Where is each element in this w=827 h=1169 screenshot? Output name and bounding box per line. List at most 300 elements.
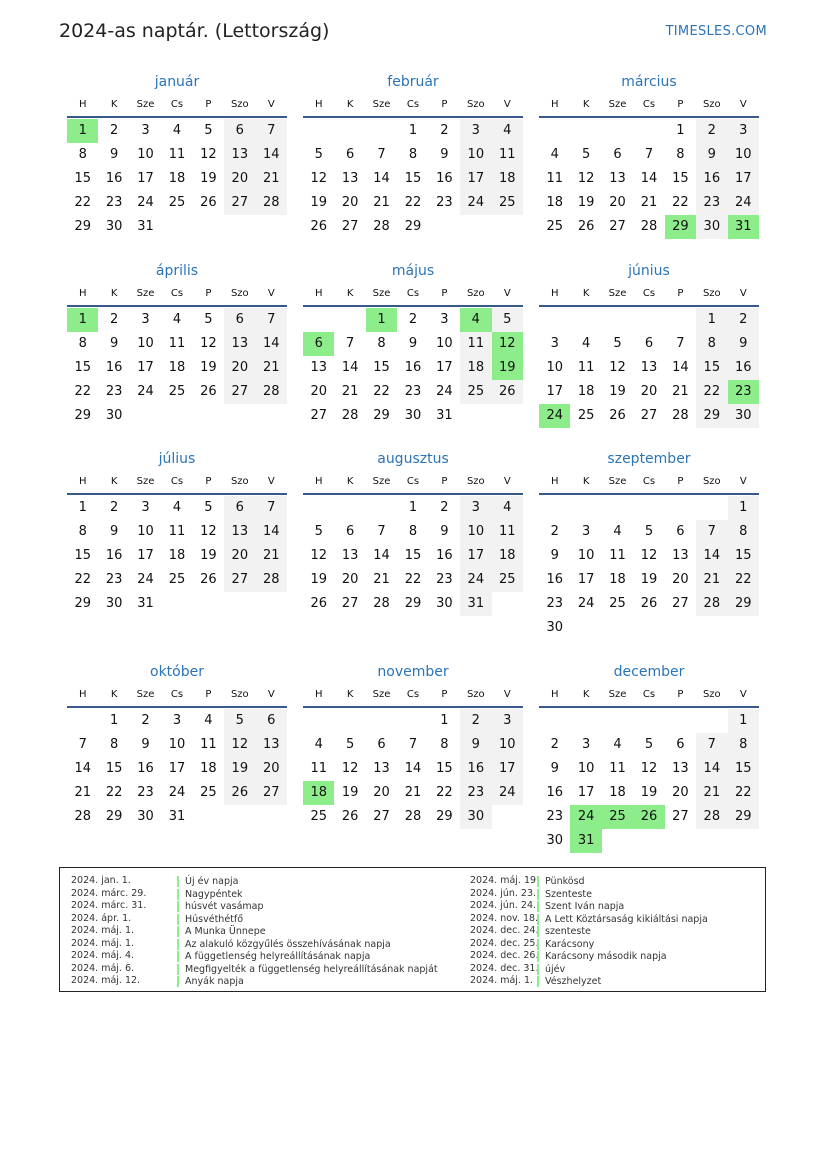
day-cell: 28	[696, 805, 727, 829]
day-cell: 11	[460, 332, 491, 356]
weekday-label: Sze	[608, 99, 627, 110]
day-cell: 24	[168, 785, 186, 800]
day-cell: 10	[546, 360, 563, 375]
legend-holiday-name: Szenteste	[537, 889, 592, 900]
day-cell: 20	[341, 195, 359, 210]
day-cell: 2	[109, 500, 119, 515]
day-cell: 15	[404, 548, 422, 563]
day-grid	[303, 119, 523, 239]
day-cell: 2	[696, 119, 727, 143]
day-cell: 31	[168, 809, 186, 824]
day-cell: 23	[436, 195, 453, 210]
day-cell: 29	[74, 596, 91, 611]
legend-item	[470, 900, 760, 913]
day-grid	[303, 496, 523, 616]
day-cell: 31	[436, 408, 453, 423]
weekday-header	[539, 686, 759, 708]
holiday-day-cell: 31	[728, 215, 759, 239]
day-cell: 29	[436, 809, 453, 824]
legend-item	[470, 975, 760, 988]
legend-item	[470, 875, 760, 888]
day-cell: 18	[168, 360, 186, 375]
weekday-label: V	[503, 689, 511, 700]
day-cell: 18	[609, 785, 626, 800]
day-cell: 6	[613, 147, 622, 162]
weekday-label: H	[550, 288, 559, 299]
legend-item	[71, 950, 461, 963]
day-cell: 6	[224, 119, 255, 143]
day-cell: 21	[256, 544, 287, 568]
day-cell: 8	[78, 147, 87, 162]
holiday-day-cell: 1	[366, 308, 397, 332]
day-cell: 14	[256, 332, 287, 356]
weekday-label: V	[739, 288, 747, 299]
day-cell: 2	[141, 713, 150, 728]
legend-holiday-name: húsvét vasámap	[177, 901, 264, 912]
empty-cell	[602, 496, 633, 520]
day-cell: 21	[640, 195, 658, 210]
day-cell: 31	[460, 592, 491, 616]
day-cell: 1	[408, 123, 418, 138]
day-cell: 3	[728, 119, 759, 143]
day-cell: 14	[74, 761, 91, 776]
empty-cell	[602, 709, 633, 733]
empty-cell	[303, 709, 334, 733]
weekday-header	[539, 473, 759, 495]
day-cell: 8	[109, 737, 119, 752]
weekday-label: Cs	[406, 288, 420, 299]
empty-cell	[665, 308, 696, 332]
weekday-label: P	[441, 288, 448, 299]
legend-item	[71, 900, 461, 913]
day-cell: 30	[404, 408, 422, 423]
day-cell: 6	[224, 496, 255, 520]
weekday-header	[67, 96, 287, 118]
legend-holiday-name: Húsvéthétfő	[177, 914, 243, 925]
legend-date: 2024. dec. 31.	[470, 962, 539, 974]
day-cell: 22	[74, 384, 91, 399]
day-cell: 7	[377, 147, 386, 162]
weekday-label: K	[110, 689, 118, 700]
weekday-label: V	[267, 99, 275, 110]
holiday-day-cell: 1	[67, 308, 98, 332]
day-cell: 14	[256, 143, 287, 167]
day-cell: 21	[341, 384, 359, 399]
day-cell: 1	[696, 308, 727, 332]
empty-cell	[633, 119, 664, 143]
day-cell: 16	[696, 167, 727, 191]
day-cell: 7	[696, 520, 727, 544]
day-cell: 7	[696, 733, 727, 757]
day-cell: 8	[377, 336, 386, 351]
day-cell: 19	[577, 195, 595, 210]
day-cell: 9	[408, 336, 418, 351]
day-cell: 21	[373, 572, 390, 587]
day-cell: 6	[224, 308, 255, 332]
day-cell: 1	[78, 500, 87, 515]
weekday-label: Szo	[702, 476, 721, 487]
holiday-legend	[59, 867, 766, 992]
weekday-label: Szo	[230, 476, 249, 487]
day-cell: 24	[436, 384, 453, 399]
day-cell: 12	[341, 761, 359, 776]
day-cell: 28	[404, 809, 422, 824]
day-cell: 10	[460, 520, 491, 544]
month-március	[539, 72, 759, 239]
day-cell: 30	[546, 620, 563, 635]
day-cell: 24	[460, 568, 491, 592]
weekday-label: P	[441, 476, 448, 487]
weekday-header	[303, 285, 523, 307]
empty-cell	[539, 709, 570, 733]
day-cell: 14	[404, 761, 422, 776]
weekday-label: Szo	[466, 476, 485, 487]
day-cell: 10	[728, 143, 759, 167]
day-cell: 14	[373, 171, 390, 186]
day-cell: 9	[440, 524, 449, 539]
day-cell: 19	[224, 757, 255, 781]
day-cell: 11	[168, 336, 186, 351]
legend-date: 2024. máj. 1.	[71, 925, 135, 936]
day-cell: 15	[74, 171, 91, 186]
empty-cell	[696, 709, 727, 733]
day-cell: 1	[408, 500, 418, 515]
day-cell: 15	[105, 761, 123, 776]
day-cell: 9	[109, 147, 119, 162]
empty-cell	[334, 709, 365, 733]
day-cell: 19	[609, 384, 626, 399]
day-cell: 6	[345, 147, 355, 162]
day-grid	[539, 119, 759, 239]
weekday-header	[67, 473, 287, 495]
legend-item	[71, 888, 461, 901]
day-cell: 18	[200, 761, 217, 776]
day-cell: 22	[404, 572, 422, 587]
weekday-label: K	[582, 476, 590, 487]
weekday-label: P	[205, 288, 212, 299]
day-cell: 2	[440, 500, 449, 515]
day-cell: 7	[78, 737, 87, 752]
month-title: március	[621, 74, 677, 90]
day-cell: 8	[440, 737, 449, 752]
weekday-label: V	[503, 476, 511, 487]
weekday-label: K	[346, 689, 354, 700]
day-cell: 2	[109, 312, 119, 327]
month-április	[67, 261, 287, 428]
day-cell: 15	[74, 548, 91, 563]
day-cell: 25	[577, 408, 595, 423]
day-cell: 23	[105, 384, 123, 399]
empty-cell	[570, 709, 601, 733]
day-cell: 27	[672, 809, 689, 824]
day-cell: 3	[141, 312, 150, 327]
legend-holiday-name: A Lett Köztársaság kikiáltási napja	[537, 914, 708, 925]
legend-holiday-name: Nagypéntek	[177, 889, 243, 900]
weekday-label: P	[677, 689, 684, 700]
day-cell: 24	[137, 384, 154, 399]
day-cell: 9	[550, 548, 559, 563]
weekday-label: Cs	[406, 476, 420, 487]
weekday-label: K	[582, 288, 590, 299]
legend-holiday-name: Pünkösd	[537, 876, 585, 887]
day-cell: 22	[436, 785, 453, 800]
day-cell: 7	[644, 147, 654, 162]
month-november	[303, 662, 523, 829]
day-cell: 28	[341, 408, 359, 423]
empty-cell	[570, 496, 601, 520]
day-cell: 20	[224, 544, 255, 568]
day-cell: 28	[373, 596, 390, 611]
legend-date: 2024. máj. 12.	[71, 975, 141, 986]
day-cell: 5	[581, 147, 591, 162]
day-cell: 4	[492, 119, 523, 143]
day-cell: 19	[310, 195, 327, 210]
day-cell: 3	[440, 312, 449, 327]
site-link[interactable]: TIMESLES.COM	[665, 24, 767, 39]
day-cell: 4	[314, 737, 323, 752]
legend-holiday-name: Karácsony második napja	[537, 951, 667, 962]
day-cell: 24	[137, 195, 154, 210]
day-cell: 2	[550, 737, 559, 752]
day-cell: 5	[613, 336, 622, 351]
day-grid	[539, 709, 759, 853]
day-cell: 19	[640, 785, 658, 800]
legend-date: 2024. márc. 29.	[71, 887, 147, 899]
day-cell: 2	[460, 709, 491, 733]
day-cell: 26	[492, 380, 523, 404]
day-cell: 28	[373, 219, 390, 234]
weekday-label: Cs	[642, 99, 656, 110]
day-grid	[303, 709, 523, 829]
day-cell: 26	[200, 195, 217, 210]
legend-holiday-name: szenteste	[537, 926, 591, 937]
day-cell: 3	[550, 336, 559, 351]
day-cell: 23	[137, 785, 154, 800]
day-cell: 30	[137, 809, 154, 824]
empty-cell	[67, 709, 98, 733]
day-cell: 25	[310, 809, 327, 824]
day-cell: 26	[200, 384, 217, 399]
legend-item	[470, 913, 760, 926]
day-cell: 5	[204, 123, 213, 138]
day-grid	[303, 308, 523, 428]
weekday-label: Sze	[608, 288, 627, 299]
day-cell: 17	[460, 544, 491, 568]
day-cell: 21	[404, 785, 422, 800]
day-cell: 17	[436, 360, 453, 375]
month-augusztus	[303, 449, 523, 616]
day-cell: 9	[440, 147, 449, 162]
weekday-label: Szo	[230, 689, 249, 700]
legend-holiday-name: Anyák napja	[177, 976, 244, 987]
day-cell: 22	[74, 195, 91, 210]
day-cell: 4	[613, 524, 622, 539]
day-cell: 2	[109, 123, 119, 138]
day-cell: 12	[577, 171, 595, 186]
day-cell: 26	[577, 219, 595, 234]
empty-cell	[602, 119, 633, 143]
month-title: október	[150, 664, 204, 680]
day-cell: 22	[373, 384, 390, 399]
weekday-label: P	[205, 689, 212, 700]
legend-date: 2024. máj. 1.	[71, 937, 135, 949]
day-cell: 15	[404, 171, 422, 186]
weekday-header	[303, 96, 523, 118]
legend-date: 2024. ápr. 1.	[71, 912, 132, 924]
empty-cell	[539, 496, 570, 520]
day-cell: 7	[345, 336, 355, 351]
day-cell: 29	[74, 408, 91, 423]
day-cell: 1	[728, 709, 759, 733]
day-cell: 30	[728, 404, 759, 428]
empty-cell	[539, 308, 570, 332]
day-cell: 8	[78, 336, 87, 351]
day-cell: 19	[200, 360, 217, 375]
holiday-day-cell: 4	[460, 308, 491, 332]
day-cell: 4	[550, 147, 559, 162]
day-cell: 20	[640, 384, 658, 399]
day-cell: 28	[256, 380, 287, 404]
day-cell: 17	[577, 785, 595, 800]
day-cell: 30	[460, 805, 491, 829]
weekday-label: K	[582, 99, 590, 110]
weekday-label: Cs	[642, 288, 656, 299]
weekday-label: Szo	[702, 689, 721, 700]
weekday-label: K	[346, 288, 354, 299]
weekday-label: Cs	[170, 99, 184, 110]
weekday-label: Szo	[466, 288, 485, 299]
day-cell: 14	[341, 360, 359, 375]
day-cell: 13	[341, 548, 359, 563]
day-cell: 21	[696, 781, 727, 805]
day-cell: 25	[460, 380, 491, 404]
day-grid	[539, 308, 759, 428]
month-title: május	[391, 263, 435, 279]
empty-cell	[570, 119, 601, 143]
day-cell: 17	[546, 384, 563, 399]
empty-cell	[334, 496, 365, 520]
month-title: július	[158, 451, 196, 467]
day-cell: 5	[492, 308, 523, 332]
day-cell: 8	[696, 332, 727, 356]
legend-holiday-name: A Munka Ünnepe	[177, 926, 266, 937]
legend-date: 2024. máj. 6.	[71, 962, 135, 974]
legend-holiday-name: Megfigyelték a függetlenség helyreállításának napját	[177, 964, 438, 975]
day-cell: 23	[404, 384, 422, 399]
day-cell: 13	[310, 360, 327, 375]
day-cell: 16	[546, 785, 563, 800]
day-cell: 22	[728, 781, 759, 805]
day-cell: 27	[640, 408, 658, 423]
day-cell: 14	[696, 757, 727, 781]
day-cell: 10	[168, 737, 186, 752]
day-cell: 31	[137, 596, 154, 611]
day-grid	[67, 308, 287, 428]
day-cell: 5	[204, 312, 213, 327]
weekday-label: Sze	[372, 476, 391, 487]
day-cell: 10	[436, 336, 453, 351]
weekday-label: Cs	[170, 476, 184, 487]
day-cell: 30	[105, 408, 123, 423]
day-cell: 9	[550, 761, 559, 776]
day-cell: 6	[676, 737, 685, 752]
day-cell: 9	[141, 737, 150, 752]
weekday-header	[303, 686, 523, 708]
day-cell: 27	[341, 596, 359, 611]
day-cell: 10	[137, 147, 154, 162]
day-cell: 11	[609, 761, 626, 776]
day-cell: 19	[200, 548, 217, 563]
day-cell: 23	[546, 596, 563, 611]
month-title: november	[377, 664, 449, 680]
legend-item	[71, 913, 461, 926]
day-cell: 26	[609, 408, 626, 423]
month-július	[67, 449, 287, 616]
month-február	[303, 72, 523, 239]
legend-item	[470, 963, 760, 976]
day-cell: 30	[105, 219, 123, 234]
weekday-label: Szo	[466, 689, 485, 700]
weekday-label: H	[78, 288, 87, 299]
month-október	[67, 662, 287, 829]
month-title: június	[628, 263, 670, 279]
day-cell: 13	[609, 171, 626, 186]
day-cell: 14	[696, 544, 727, 568]
holiday-day-cell: 29	[665, 215, 696, 239]
empty-cell	[633, 709, 664, 733]
day-cell: 29	[105, 809, 123, 824]
weekday-label: Szo	[702, 99, 721, 110]
legend-item	[71, 938, 461, 951]
day-cell: 8	[728, 733, 759, 757]
day-cell: 19	[341, 785, 359, 800]
weekday-label: H	[550, 476, 559, 487]
empty-cell	[366, 496, 397, 520]
day-cell: 27	[341, 219, 359, 234]
day-cell: 16	[105, 360, 123, 375]
day-cell: 4	[581, 336, 591, 351]
weekday-label: P	[205, 476, 212, 487]
weekday-label: Szo	[230, 99, 249, 110]
month-title: december	[613, 664, 685, 680]
day-cell: 23	[436, 572, 453, 587]
weekday-header	[67, 686, 287, 708]
month-title: február	[387, 74, 439, 90]
day-cell: 22	[696, 380, 727, 404]
empty-cell	[539, 119, 570, 143]
legend-holiday-name: A függetlenség helyreállításának napja	[177, 951, 370, 962]
holiday-day-cell: 23	[728, 380, 759, 404]
day-cell: 25	[609, 596, 626, 611]
day-cell: 15	[74, 360, 91, 375]
day-cell: 19	[640, 572, 658, 587]
day-cell: 22	[74, 572, 91, 587]
weekday-label: V	[503, 99, 511, 110]
day-cell: 20	[609, 195, 626, 210]
day-cell: 29	[728, 592, 759, 616]
day-cell: 8	[728, 520, 759, 544]
day-cell: 17	[168, 761, 186, 776]
day-cell: 1	[109, 713, 119, 728]
day-cell: 24	[577, 596, 595, 611]
weekday-label: Sze	[136, 476, 155, 487]
day-cell: 21	[74, 785, 91, 800]
day-cell: 22	[728, 568, 759, 592]
weekday-label: Cs	[170, 689, 184, 700]
day-cell: 2	[550, 524, 559, 539]
weekday-label: V	[739, 689, 747, 700]
day-cell: 30	[436, 596, 453, 611]
